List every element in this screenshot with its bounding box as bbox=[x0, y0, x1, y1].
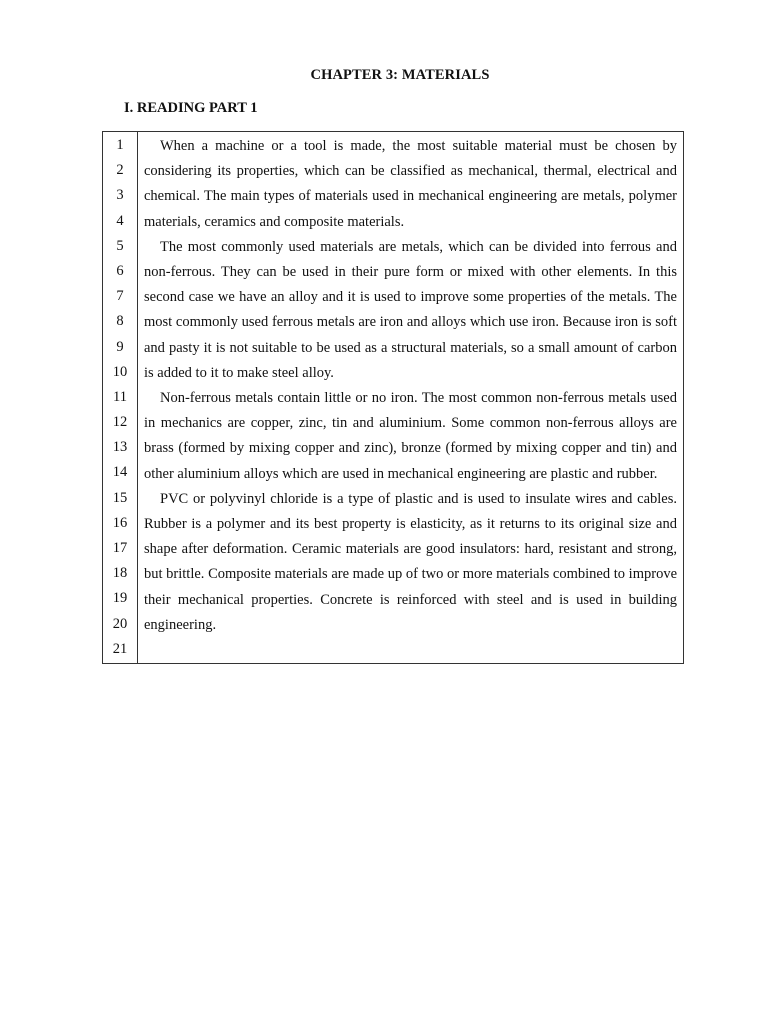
line-number: 5 bbox=[116, 237, 124, 254]
line-number: 7 bbox=[116, 288, 124, 305]
paragraph-materials-intro: When a machine or a tool is made, the most suitable material must be chosen by considering its properties, which can be classified as mechanical, thermal, electrical and chemical. The main types of materials used in mechanical engineering are metals, polymer materials, ceramics and composite materials. bbox=[144, 138, 677, 230]
line-number: 20 bbox=[112, 615, 128, 632]
section-heading: I. READING PART 1 bbox=[124, 100, 258, 116]
line-number: 9 bbox=[116, 338, 124, 355]
chapter-title: CHAPTER 3: MATERIALS bbox=[310, 67, 490, 83]
paragraph-metals: The most commonly used materials are metals, which can be divided into ferrous and non-ferrous. They can be used in their pure form or mixed with other elements. In this second case we have an alloy and it is used to improve some properties of the metals. The most commonly used ferrous metals are iron and alloys which use iron. Because iron is soft and pasty it is not suitable to be used as a structural materials, so a small amount of carbon is added to it to make steel alloy. bbox=[144, 238, 677, 381]
line-number: 4 bbox=[116, 212, 124, 229]
line-number: 13 bbox=[112, 439, 128, 456]
paragraph-non-ferrous: Non-ferrous metals contain little or no iron. The most common non-ferrous metals used in mechanics are copper, zinc, tin and aluminium. Some common non-ferrous alloys are brass (formed by mixing copper and zinc), bronze (formed by mixing copper and tin) and other aluminium alloys which are used in mechanical engineering are plastic and rubber. bbox=[144, 390, 677, 482]
line-number-column bbox=[103, 132, 138, 663]
line-number: 2 bbox=[116, 162, 124, 179]
line-number: 8 bbox=[116, 313, 124, 330]
line-number: 21 bbox=[112, 640, 128, 657]
line-number: 16 bbox=[112, 514, 128, 531]
line-number: 14 bbox=[112, 464, 128, 481]
line-number: 17 bbox=[112, 540, 128, 556]
line-number: 19 bbox=[112, 590, 128, 607]
line-number: 15 bbox=[112, 489, 128, 506]
line-number: 12 bbox=[112, 414, 128, 431]
paragraph-plastics-ceramics-composites: PVC or polyvinyl chloride is a type of plastic and is used to insulate wires and cables. Rubber is a polymer and its best property is elasticity, as it returns to its original size and shape after deformation. Ceramic materials are good insulators: hard, resistant and strong, but brittle. Composite materials are made up of two or more materials combined to improve their mechanical properties. Concrete is reinforced with steel and is used in building engineering. bbox=[144, 490, 677, 633]
reading-passage-table bbox=[102, 131, 684, 664]
line-number: 10 bbox=[112, 363, 128, 380]
line-number: 18 bbox=[112, 565, 128, 582]
line-number: 11 bbox=[113, 388, 127, 405]
passage-text-column bbox=[138, 132, 683, 663]
line-number: 1 bbox=[116, 137, 124, 153]
line-number: 3 bbox=[116, 187, 124, 204]
line-number: 6 bbox=[116, 262, 124, 279]
